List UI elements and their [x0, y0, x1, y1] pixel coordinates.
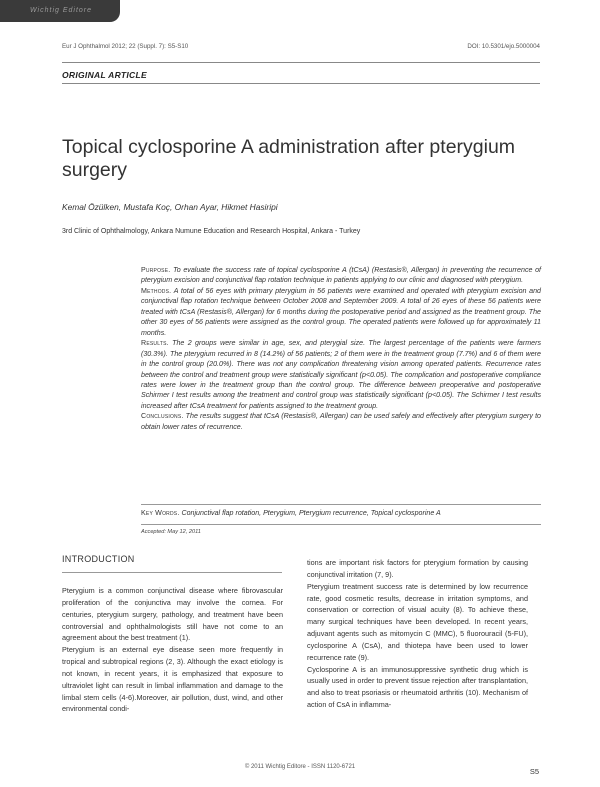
paragraph: Pterygium is a common conjunctival disease where fibrovascular proliferation of the conjunctiva may involve the cornea. For centuries, pterygium surgery, pathology, and treatment have been controversial and ophthalmologists still have not come to an agreement about the best treatment (1). [62, 586, 283, 643]
methods-label: Methods. [141, 286, 172, 295]
abstract-methods [141, 286, 541, 338]
body-column-right [307, 557, 528, 711]
conclusions-label: Conclusions. [141, 412, 184, 421]
paragraph: tions are important risk factors for pterygium formation by causing conjunctival irritation (7, 9). [307, 558, 528, 579]
introduction-heading: INTRODUCTION [62, 554, 135, 564]
purpose-text: To evaluate the success rate of topical cyclosporine A (tCsA) (Restasis®, Allergan) in preventing the recurrence of pterygium excision and conjunctival flap rotation technique in patients applying to our clinic and diagnosed with pterygium. [141, 266, 541, 285]
article-title: Topical cyclosporine A administration after pterygium surgery [62, 136, 516, 181]
paragraph: Pterygium is an external eye disease seen more frequently in tropical and subtropical regions (2, 3). Although the exact etiology is not known, in recent years, it is emphasized that exposure to ultraviolet light can result in limbal inflammation and damage to the limbal stem cells (4-6).Moreover, air pollution, dust, wind, and other environmental condi- [62, 645, 283, 714]
author-list: Kemal Özülken, Mustafa Koç, Orhan Ayar, Hikmet Hasiripi [62, 202, 278, 212]
introduction-rule [62, 572, 282, 573]
abstract-results [141, 338, 541, 411]
doi-link[interactable]: DOI: 10.5301/ejo.5000004 [467, 43, 540, 50]
section-rule [62, 83, 540, 84]
purpose-label: Purpose. [141, 266, 171, 274]
methods-text: A total of 56 eyes with primary pterygium in 56 patients were examined and operated with pterygium excision and conjunctival flap rotation technique between October 2008 and September 2009. A total of 26 eyes of these 56 patients were treated with tCsA (Restasis®, Allergan) for 6 months during the postoperative period and assigned as the treatment group. The other 30 eyes of 56 patients were assigned as the control group. The operated patients were followed up for approximately 11 months. [141, 286, 541, 337]
accepted-date: Accepted: May 12, 2011 [141, 529, 201, 535]
header-rule [62, 62, 540, 63]
section-label: ORIGINAL ARTICLE [62, 70, 147, 80]
publisher-logo-text: Wichtig Editore [30, 7, 93, 14]
keywords-top-rule [141, 504, 541, 505]
copyright-footer: © 2011 Wichtig Editore - ISSN 1120-6721 [244, 764, 356, 770]
abstract [141, 265, 541, 432]
page-number: S5 [529, 767, 539, 776]
abstract-conclusions [141, 411, 541, 432]
running-head [62, 43, 540, 55]
keywords [141, 509, 541, 517]
results-label: Results. [141, 339, 169, 348]
paragraph: Cyclosporine A is an immunosuppressive synthetic drug which is usually used in order to prevent tissue rejection after transplantation, and also to treat psoriasis or rheumatoid arthritis (10). Mechanism of action of CsA in inflamma- [307, 664, 528, 710]
journal-reference: Eur J Ophthalmol 2012; 22 (Suppl. 7): S5-S10 [62, 43, 189, 50]
conclusions-text: The results suggest that tCsA (Restasis®, Allergan) can be used safely and effectively after pterygium surgery to obtain lower rates of recurrence. [141, 412, 541, 431]
publisher-logo [0, 0, 120, 22]
body-column-left [62, 585, 283, 715]
keywords-label: Key Words. [141, 509, 180, 517]
affiliation: 3rd Clinic of Ophthalmology, Ankara Numune Education and Research Hospital, Ankara - Turkey [62, 228, 361, 235]
keywords-text: Conjunctival flap rotation, Pterygium, Pterygium recurrence, Topical cyclosporine A [179, 509, 441, 517]
abstract-purpose [141, 265, 541, 286]
results-text: The 2 groups were similar in age, sex, and pterygial size. The largest percentage of the patients were farmers (30.3%). The pterygium recurred in 8 (14.2%) of 56 patients; 2 of them were in the treatment group (7.7%) and 6 of them were in the control group (20.0%). There was not any complication threatening vision among operated patients. Recurrence rates between the control and treatment group were statistically significant (p<0.05). The complication and postoperative compliance rates were lower in the treatment group than the control group. The difference between preoperative and postoperative Schirmer I test results among the treatment and control group was statistically significant (p<0.05). The Schirmer I test results increased after tCsA treatment for patients assigned to the treatment group. [141, 339, 541, 410]
keywords-bottom-rule [141, 524, 541, 525]
paragraph: Pterygium treatment success rate is determined by low recurrence rate, good cosmetic results, decrease in irritation symptoms, and conservation or correction of visual acuity (8). To achieve these, many surgical techniques have been developed. In recent years, adjuvant agents such as mitomycin C (MMC), 5 fluorouracil (5-FU), cyclosporine A (CsA), and thiotepa have been used to lower recurrence rate (9). [307, 581, 528, 662]
